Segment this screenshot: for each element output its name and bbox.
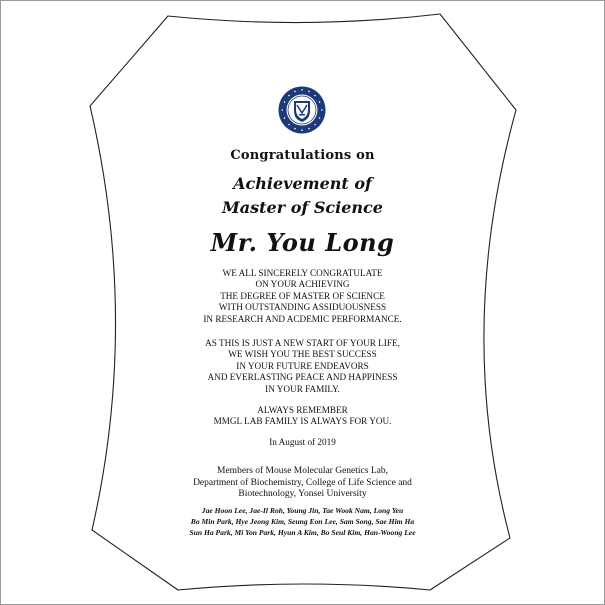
remember-paragraph [150, 405, 455, 428]
paragraph-line: AND EVERLASTING PEACE AND HAPPINESS [207, 372, 398, 383]
members-line: Members of Mouse Molecular Genetics Lab, [217, 466, 388, 476]
congratulation-paragraph [150, 268, 455, 325]
paragraph-line: WE ALL SINCERELY CONGRATULATE [222, 268, 383, 278]
achievement-heading: Achievement of [233, 174, 372, 193]
paragraph-line: ALWAYS REMEMBER [257, 405, 348, 415]
paragraph-line: IN YOUR FAMILY. [265, 383, 340, 394]
paragraph-line: THE DEGREE OF MASTER OF SCIENCE [220, 290, 385, 301]
members-line: Biotechnology, Yonsei University [238, 489, 367, 500]
paragraph-line: IN YOUR FUTURE ENDEAVORS [236, 360, 369, 371]
paragraph-line: WITH OUTSTANDING ASSIDUOUSNESS [218, 302, 387, 313]
signatory-line: Jae Hoon Lee, Jae-Il Roh, Young Jin, Tae Wook Nam, Long Yeu [201, 506, 404, 515]
date-line: In August of 2019 [269, 437, 336, 447]
recipient-name: Mr. You Long [210, 228, 395, 257]
wishes-paragraph [150, 338, 455, 395]
paragraph-line: WE WISH YOU THE BEST SUCCESS [228, 349, 377, 360]
members-line: Department of Biochemistry, College of Life Science and [193, 477, 412, 488]
paragraph-line: IN RESEARCH AND ACDEMIC PERFORMANCE. [203, 313, 402, 324]
signatory-line: Bo Min Park, Hye Jeong Kim, Seung Eon Lee, Sam Song, Sae Him Ha [190, 517, 415, 526]
degree-heading: Master of Science [222, 198, 383, 217]
lab-members-heading [150, 466, 455, 501]
signatory-line: Sun Ha Park, Mi Yon Park, Hyun A Kim, Bo Seul Kim, Han-Woong Lee [189, 528, 416, 537]
congratulations-heading: Congratulations on [230, 148, 375, 163]
signatories-list [120, 505, 485, 538]
paragraph-line: MMGL LAB FAMILY IS ALWAYS FOR YOU. [213, 416, 392, 427]
paragraph-line: AS THIS IS JUST A NEW START OF YOUR LIFE, [205, 338, 400, 348]
yonsei-university-seal [278, 86, 326, 134]
paragraph-line: ON YOUR ACHIEVING [255, 279, 350, 290]
